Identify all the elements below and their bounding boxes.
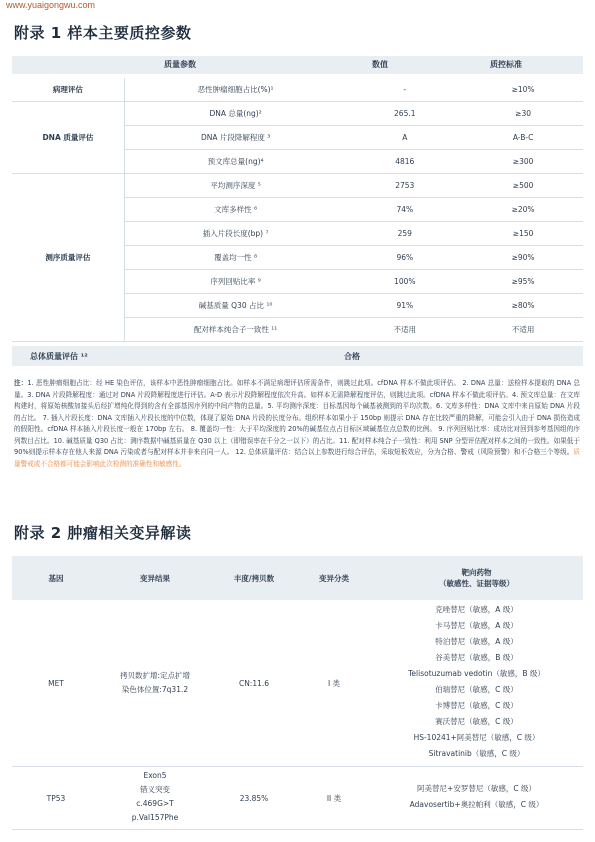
drug-item: 特泊替尼（敏感，A 级） xyxy=(435,637,518,646)
header-drugs-title: 靶向药物 xyxy=(461,568,492,577)
table-row xyxy=(12,78,583,102)
table-row xyxy=(12,767,583,830)
overall-quality-row xyxy=(12,346,583,366)
table-row xyxy=(12,174,583,198)
standard-cell: ≥150 xyxy=(463,222,583,246)
drug-item: 赛沃替尼（敏感，C 级） xyxy=(435,717,518,726)
notes-warning: 质量警戒或不合格都可能会影响此次检测的准确性和敏感性。 xyxy=(14,448,580,468)
drug-item: 克唑替尼（敏感，A 级） xyxy=(435,605,518,614)
value-cell: 2753 xyxy=(346,174,463,198)
header-abundance: 丰度/拷贝数 xyxy=(210,556,298,600)
param-cell: DNA 总量(ng)² xyxy=(124,102,346,126)
variant-line: 错义突变 xyxy=(140,785,170,794)
overall-quality-value: 合格 xyxy=(344,352,360,361)
variant-table xyxy=(12,556,583,830)
abundance-cell: CN:11.6 xyxy=(210,600,298,767)
value-cell: - xyxy=(346,78,463,102)
param-cell: 插入片段长度(bp) ⁷ xyxy=(124,222,346,246)
category-cell: I 类 xyxy=(298,600,370,767)
header-drugs xyxy=(370,556,583,600)
value-cell: 74% xyxy=(346,198,463,222)
drugs-cell xyxy=(370,600,583,767)
standard-cell: ≥90% xyxy=(463,246,583,270)
variant-line: 染色体位置:7q31.2 xyxy=(121,685,189,694)
value-cell: 不适用 xyxy=(346,318,463,342)
group-sequencing: 测序质量评估 xyxy=(12,174,124,342)
header-category: 变异分类 xyxy=(298,556,370,600)
notes xyxy=(14,378,580,470)
abundance-cell: 23.85% xyxy=(210,767,298,830)
drug-item: 卡马替尼（敏感，A 级） xyxy=(435,621,518,630)
drug-item: 伯瑞替尼（敏感，C 级） xyxy=(435,685,518,694)
value-cell: 265.1 xyxy=(346,102,463,126)
standard-cell: ≥500 xyxy=(463,174,583,198)
standard-cell: ≥20% xyxy=(463,198,583,222)
param-cell: 文库多样性 ⁶ xyxy=(124,198,346,222)
header-gene: 基因 xyxy=(12,556,100,600)
param-cell: DNA 片段降解程度 ³ xyxy=(124,126,346,150)
param-cell: 覆盖均一性 ⁸ xyxy=(124,246,346,270)
variant-cell xyxy=(100,767,210,830)
notes-label: 注： xyxy=(14,379,28,387)
param-cell: 预文库总量(ng)⁴ xyxy=(124,150,346,174)
value-cell: 4816 xyxy=(346,150,463,174)
qc-table-header xyxy=(12,56,583,74)
standard-cell: ≥30 xyxy=(463,102,583,126)
drug-item: Adavosertib+奥拉帕利（敏感，C 级） xyxy=(409,800,544,809)
variant-line: p.Val157Phe xyxy=(131,813,179,822)
standard-cell: 不适用 xyxy=(463,318,583,342)
standard-cell: ≥80% xyxy=(463,294,583,318)
param-cell: 配对样本纯合子一致性 ¹¹ xyxy=(124,318,346,342)
param-cell: 序列回贴比率 ⁹ xyxy=(124,270,346,294)
param-cell: 平均测序深度 ⁵ xyxy=(124,174,346,198)
drug-item: 谷美替尼（敏感，B 级） xyxy=(435,653,518,662)
header-param: 质量参数 xyxy=(164,60,196,69)
overall-quality-label: 总体质量评估 ¹² xyxy=(30,352,88,361)
standard-cell: ≥95% xyxy=(463,270,583,294)
param-cell: 恶性肿瘤细胞占比(%)¹ xyxy=(124,78,346,102)
header-value: 数值 xyxy=(372,60,388,69)
value-cell: 100% xyxy=(346,270,463,294)
gene-cell: TP53 xyxy=(12,767,100,830)
variant-line: Exon5 xyxy=(143,771,167,780)
appendix2-title: 附录 2 肿瘤相关变异解读 xyxy=(14,524,192,542)
variant-line: c.469G>T xyxy=(136,799,174,808)
variant-table-header xyxy=(12,556,583,600)
group-dna: DNA 质量评估 xyxy=(12,102,124,174)
standard-cell: A-B-C xyxy=(463,126,583,150)
header-variant: 变异结果 xyxy=(100,556,210,600)
drug-item: Telisotuzumab vedotin（敏感，B 级） xyxy=(408,669,545,678)
header-drugs-sub: （敏感性、证据等级） xyxy=(439,579,514,588)
watermark: www.yuaigongwu.com xyxy=(6,0,96,10)
category-cell: II 类 xyxy=(298,767,370,830)
drug-item: 阿美替尼+安罗替尼（敏感，C 级） xyxy=(417,784,536,793)
param-cell: 碱基质量 Q30 占比 ¹⁰ xyxy=(124,294,346,318)
variant-line: 拷贝数扩增:定点扩增 xyxy=(119,671,191,680)
drug-item: Sitravatinib（敏感，C 级） xyxy=(428,749,525,758)
qc-table xyxy=(12,78,583,342)
drugs-cell xyxy=(370,767,583,830)
value-cell: 91% xyxy=(346,294,463,318)
standard-cell: ≥300 xyxy=(463,150,583,174)
variant-cell xyxy=(100,600,210,767)
drug-item: HS-10241+阿美替尼（敏感，C 级） xyxy=(413,733,540,742)
group-pathology: 病理评估 xyxy=(12,78,124,102)
drug-item: 卡博替尼（敏感，C 级） xyxy=(435,701,518,710)
value-cell: 259 xyxy=(346,222,463,246)
value-cell: 96% xyxy=(346,246,463,270)
value-cell: A xyxy=(346,126,463,150)
standard-cell: ≥10% xyxy=(463,78,583,102)
gene-cell: MET xyxy=(12,600,100,767)
header-standard: 质控标准 xyxy=(490,60,522,69)
notes-text: 1. 恶性肿瘤细胞占比：经 HE 染色评估，该样本中恶性肿瘤细胞占比。如样本不满足病理评估所需条件，则跳过此项。cfDNA 样本不做此项评估。 2. DNA 总量：送检样本提取的 DNA 总量。3. DNA 片段降解程度：通过对 DNA 片段降解程度进行评估。A-D 表示片段降解程度依次升高。如样本无需降解程度评估，则跳过此项。cfDNA 样本不做此项评估。4. 预文库总量：在文库构建时，将原始核酸加接头后经扩增纯化得到的含有全部基因序列的中间产物的总量。5. 平均测序深度：目标基因每个碱基被测到的平均次数。6. 文库多样性：DNA 文库中来自原始 DNA 片段的占比。 7. 插入片段长度：DNA 文库插入片段长度的中位数，体现了原始 DNA 片段的长度分布。组织样本如果小于 150bp 则提示 DNA 存在比较严重的降解，可能会引入由于 DNA 损伤造成的假阳性。cfDNA 样本插入片段长度一般在 170bp 左右。 8. 覆盖均一性：大于平均深度的 20%的碱基位点占目标区域碱基位点总数的比例。 9. 序列回贴比率：成功比对回到参考基因组的序列数目占比。10. 碱基质量 Q30 占比：测序数据中碱基质量在 Q30 以上（即错误率在千分之一以下）的占比。11. 配对样本纯合子一致性：利用 SNP 分型评估配对样本之间的一致性。如果低于 90%则提示样本存在他人来源 DNA 污染或者与配对样本并非来自同一人。 12. 总体质量评估：结合以上参数进行综合评估，采取短板效应，分为合格、警戒（风险预警）和不合格三个等级。 xyxy=(14,379,581,456)
table-row xyxy=(12,102,583,126)
appendix1-title: 附录 1 样本主要质控参数 xyxy=(14,24,192,42)
table-row xyxy=(12,600,583,767)
